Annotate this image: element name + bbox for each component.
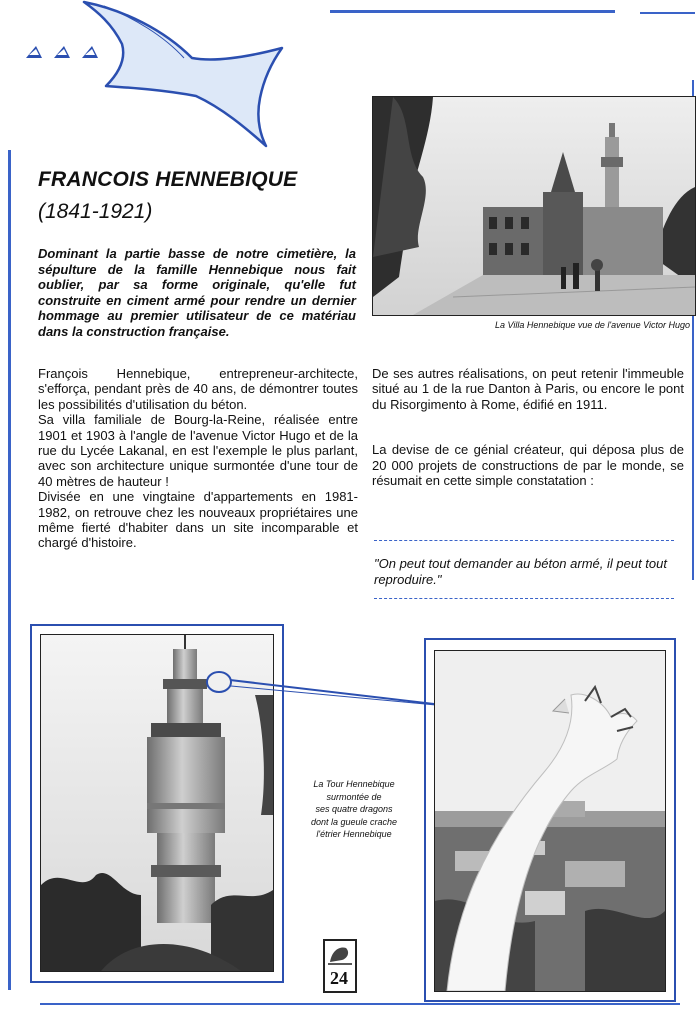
- body-column-right: [372, 366, 684, 488]
- dragon-photo: [434, 650, 666, 992]
- villa-photo: [372, 96, 696, 316]
- body-paragraph: La devise de ce génial créateur, qui déposa plus de 20 000 projets de constructions de par le monde, se résumait en cette simple constatation :: [372, 442, 684, 489]
- triangle-icon: [26, 46, 98, 58]
- body-paragraph: Divisée en une vingtaine d'appartements en 1981-1982, on retrouve chez les nouveaux propriétaires une même fierté d'habiter dans un site incomparable et chargé d'histoire.: [38, 489, 358, 551]
- body-paragraph: De ses autres réalisations, on peut retenir l'immeuble situé au 1 de la rue Danton à Paris, ou encore le pont du Risorgimento à Rome, édifié en 1911.: [372, 366, 684, 412]
- top-rule-short: [640, 12, 695, 14]
- top-rule: [330, 10, 615, 13]
- tower-caption-line: La Tour Hennebique: [313, 779, 395, 789]
- tower-caption-line: dont la gueule crache: [310, 816, 398, 827]
- intro-paragraph: Dominant la partie basse de notre cimetière, la sépulture de la famille Hennebique nous fait oublier, par sa forme originale, qu'elle fut construite en ciment armé pour rendre un dernier hommage au premier utilisateur de ce matériau dans la construction française.: [38, 246, 356, 339]
- bottom-rule: [40, 1003, 680, 1005]
- body-paragraph: Sa villa familiale de Bourg-la-Reine, réalisée entre 1901 et 1903 à l'angle de l'avenue Victor Hugo et de la rue du Lycée Lakanal, en est l'exemple le plus parlant, avec son architecture unique surmontée d'une tour de 40 mètres de hauteur !: [38, 412, 358, 489]
- page-number: 24: [330, 968, 348, 988]
- tower-caption-line: surmontée de: [326, 791, 382, 802]
- villa-caption: La Villa Hennebique vue de l'avenue Victor Hugo: [494, 320, 690, 330]
- motto-quote: "On peut tout demander au béton armé, il peut tout reproduire.": [374, 556, 667, 587]
- page-subtitle-dates: (1841-1921): [38, 200, 153, 223]
- body-column-left: [38, 366, 358, 551]
- body-paragraph: François Hennebique, entrepreneur-architecte, s'efforça, pendant près de 40 ans, de démontrer toutes les possibilités d'utilisation du béton.: [38, 366, 358, 412]
- arrow-logo-icon: [14, 0, 314, 150]
- quote-rule-bottom: [374, 598, 674, 600]
- page-title: FRANCOIS HENNEBIQUE: [38, 168, 298, 191]
- quote-rule-top: [374, 540, 674, 542]
- tower-caption-line: l'étrier Hennebique: [316, 829, 392, 839]
- left-rule: [8, 150, 11, 990]
- tower-caption: [292, 778, 416, 841]
- tower-caption-line: ses quatre dragons: [315, 804, 393, 814]
